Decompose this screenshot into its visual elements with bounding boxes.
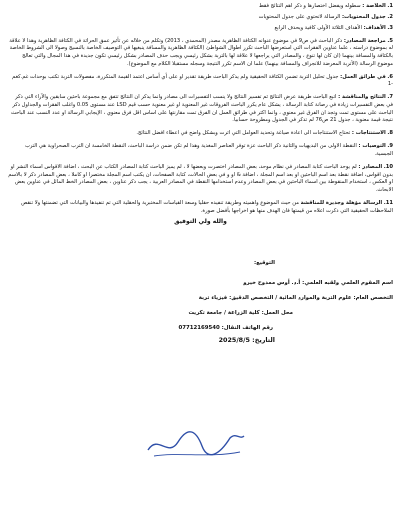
review-items <box>8 3 393 215</box>
signature-underline <box>154 452 240 456</box>
signature-date: 2025/8/5 <box>218 336 250 345</box>
review-item-recommendations: 9. التوصيات : النقطة الاولى من البديهيات والثانية ذكر الباحث عزة توفر العناصر المغذية وهذا لم تكن ضمن دراسة الباحث، النقطة الخامسة ان الترب الصحراوية هي الترب الجبسية. <box>24 143 393 157</box>
specialization-line: التخصص العام: علوم التربة والموارد المائية / التخصص الدقيق: فيزياء تربة <box>198 295 393 302</box>
reviewer-name-line: اسم المقوم العلمي ولقبه العلمي: أ.د. أوس ممدوح خيرو <box>243 280 393 287</box>
review-item-verdict: 11. الرسالة مؤهلة وجديرة للمناقشة من حيث الموضوع واهميته وطريقة تنفيذه حقليا وسعة القياسات المختبرية والحقلية التي تم تنفيذها والبيانات التي تضمنتها ولا تنقص الملاحظات الحقيقية التي ذكرت اعلاه من قيمتها فان الهدف منها هو اخراجها بأفضل صورة. <box>21 199 393 214</box>
reviewer-name: أ.د. أوس ممدوح خيرو <box>243 280 301 287</box>
signature-label: التوقيع: <box>253 260 275 267</box>
handwritten-signature <box>140 424 250 464</box>
signature-stroke <box>148 432 244 455</box>
signature-block <box>8 259 393 344</box>
general-specialization: علوم التربة والموارد المائية <box>279 295 352 302</box>
precise-specialization: فيزياء تربة <box>198 295 228 302</box>
phone-number: 07712169540 <box>178 325 220 332</box>
closing-phrase: والله ولي التوفيق <box>174 218 227 226</box>
review-item-conclusions: 8. الاستنتاجات : تحتاج الاستنتاجات الى اعادة صياغة وتحديد العوامل التي اثرت وبشكل واضح في اعطاء افضل النتائج. <box>136 130 393 137</box>
workplace-line: محل العمل: كلية الزراعة / جامعة تكريت <box>188 310 293 317</box>
review-item-references: 10. المصادر : لم يوحد الباحث كتابة المصادر في نظام موحد، بعض المصادر اختصرت وبعضها لا ، لم يميز الباحث كتابة المصادر الكتاب عن البحث ، اضافة الاقواس اسماء النشر او بدون اقواس، اضافة نقطة بعد اسم الباحثين او بعد اسم المجلة ، اضافة & او و في بعض الحالات، كتابة الصفحات، ان يكتب اسم المجلة مختصرا او كاملا ، بعض المصادر ذكر لا بالاسم او العكس ، استخدام المنقوطة بين اسماء الباحثين في بعض المصادر وعدم استخدامها النقطة في المصادر العربية ، يجب ذكر عناوين ، بعض المصادر الخط المائل في عناوين بعض الابحاث. <box>8 164 393 193</box>
review-item-summary: 1. الخلاصة : سطوله ويفضل اختصارها و ذكر اهم النتائج فقط <box>258 3 393 9</box>
date-line: التاريخ: 2025/8/5 <box>218 336 275 345</box>
review-item-toc: 2. جدول المحتويات: الرسالة لاتحتوي على جدول المحتويات <box>258 13 393 20</box>
phone-line: رقم الهاتف النقال: 07712169540 <box>178 325 273 332</box>
review-item-objectives: 3. الأهداف: الأهداف الثلاثة الأولى كافية ويحذف الرابع <box>274 24 393 31</box>
review-item-methods: 6. في طرائق العمل: جدول تحليل التربة تضمن الكثافة الحقيقية ولم يذكر الباحث طريقة تقدير او على أي أساس اعتمد القيمة المتكررة، مفصولات التربة تكتب بوحدات غم.كغم -1 <box>12 73 393 88</box>
review-item-literature: 5. مراجعة المصادر: ذكر الباحث في ص9 في موضوع عنوانه الكثافة الظاهرية مصدر (المحمدي ، 2013) وتكلم من خلاله عن تأثير عمق الحراثة في الكثافة الظاهرية وهذا لا علاقة له بموضوع دراسته ، علما عناوين الفقرات التي استعرضها الباحث تكرر اطوال الشواطئ (الكثافة الظاهرية والمسافة ينبغيها في التوصيف الخاصة بالنسيج وصولا الى الشروط الخاصة بالكثافة والمسافة بينهما (ان كان لها تنوع ، والمصادر التي يراجعها لا علاقة لها بالتربة بشكل رئيسي ويجب حذف المصادر بشكل رئيسي تكون جديدة في هذا المجال والتي تعالج موضوع الرسالة (الأتربة المعرضة للانجراف والمسافة بينهما) علما ان الاسم تكرر النتيجة وسجله مستقبلا الكلام مع الموضوع). <box>9 37 393 67</box>
workplace: كلية الزراعة / جامعة تكريت <box>188 310 260 317</box>
review-item-results: 7. النتائج والمناقشة : اتبع الباحث طريقة عرض النتائج ثم تفسير النتائج ولا ينسب التفسيرات الى مصادر وانما يذكر ان النتائج تتفق مع مجموعة باحثين سابقين والآراء التي ذكر في بعض التفسيرات زيادة في رصانة كتابة الرسالة ، يشكل عام يكرر الباحث الفروقات غير المعنوية او غير معنوية حسب قيم LSD عند مستوى 0.05 واغلب الفقرات والجداول ذكر الباحث على مستوى تمت وتجد ان الفرق غير معنوي ، وانما اكثر في طرائق العمل ان الفرق تمت مقارنتها على اساس اقل فرق معنوي ، الإيجابي الرسالة او عدد النسب عند الباحث نتيجة قيمة معنوية ، جدول 21 ص76 لم تذكر في الجدول ومطروحة حسابيا. <box>11 94 393 124</box>
